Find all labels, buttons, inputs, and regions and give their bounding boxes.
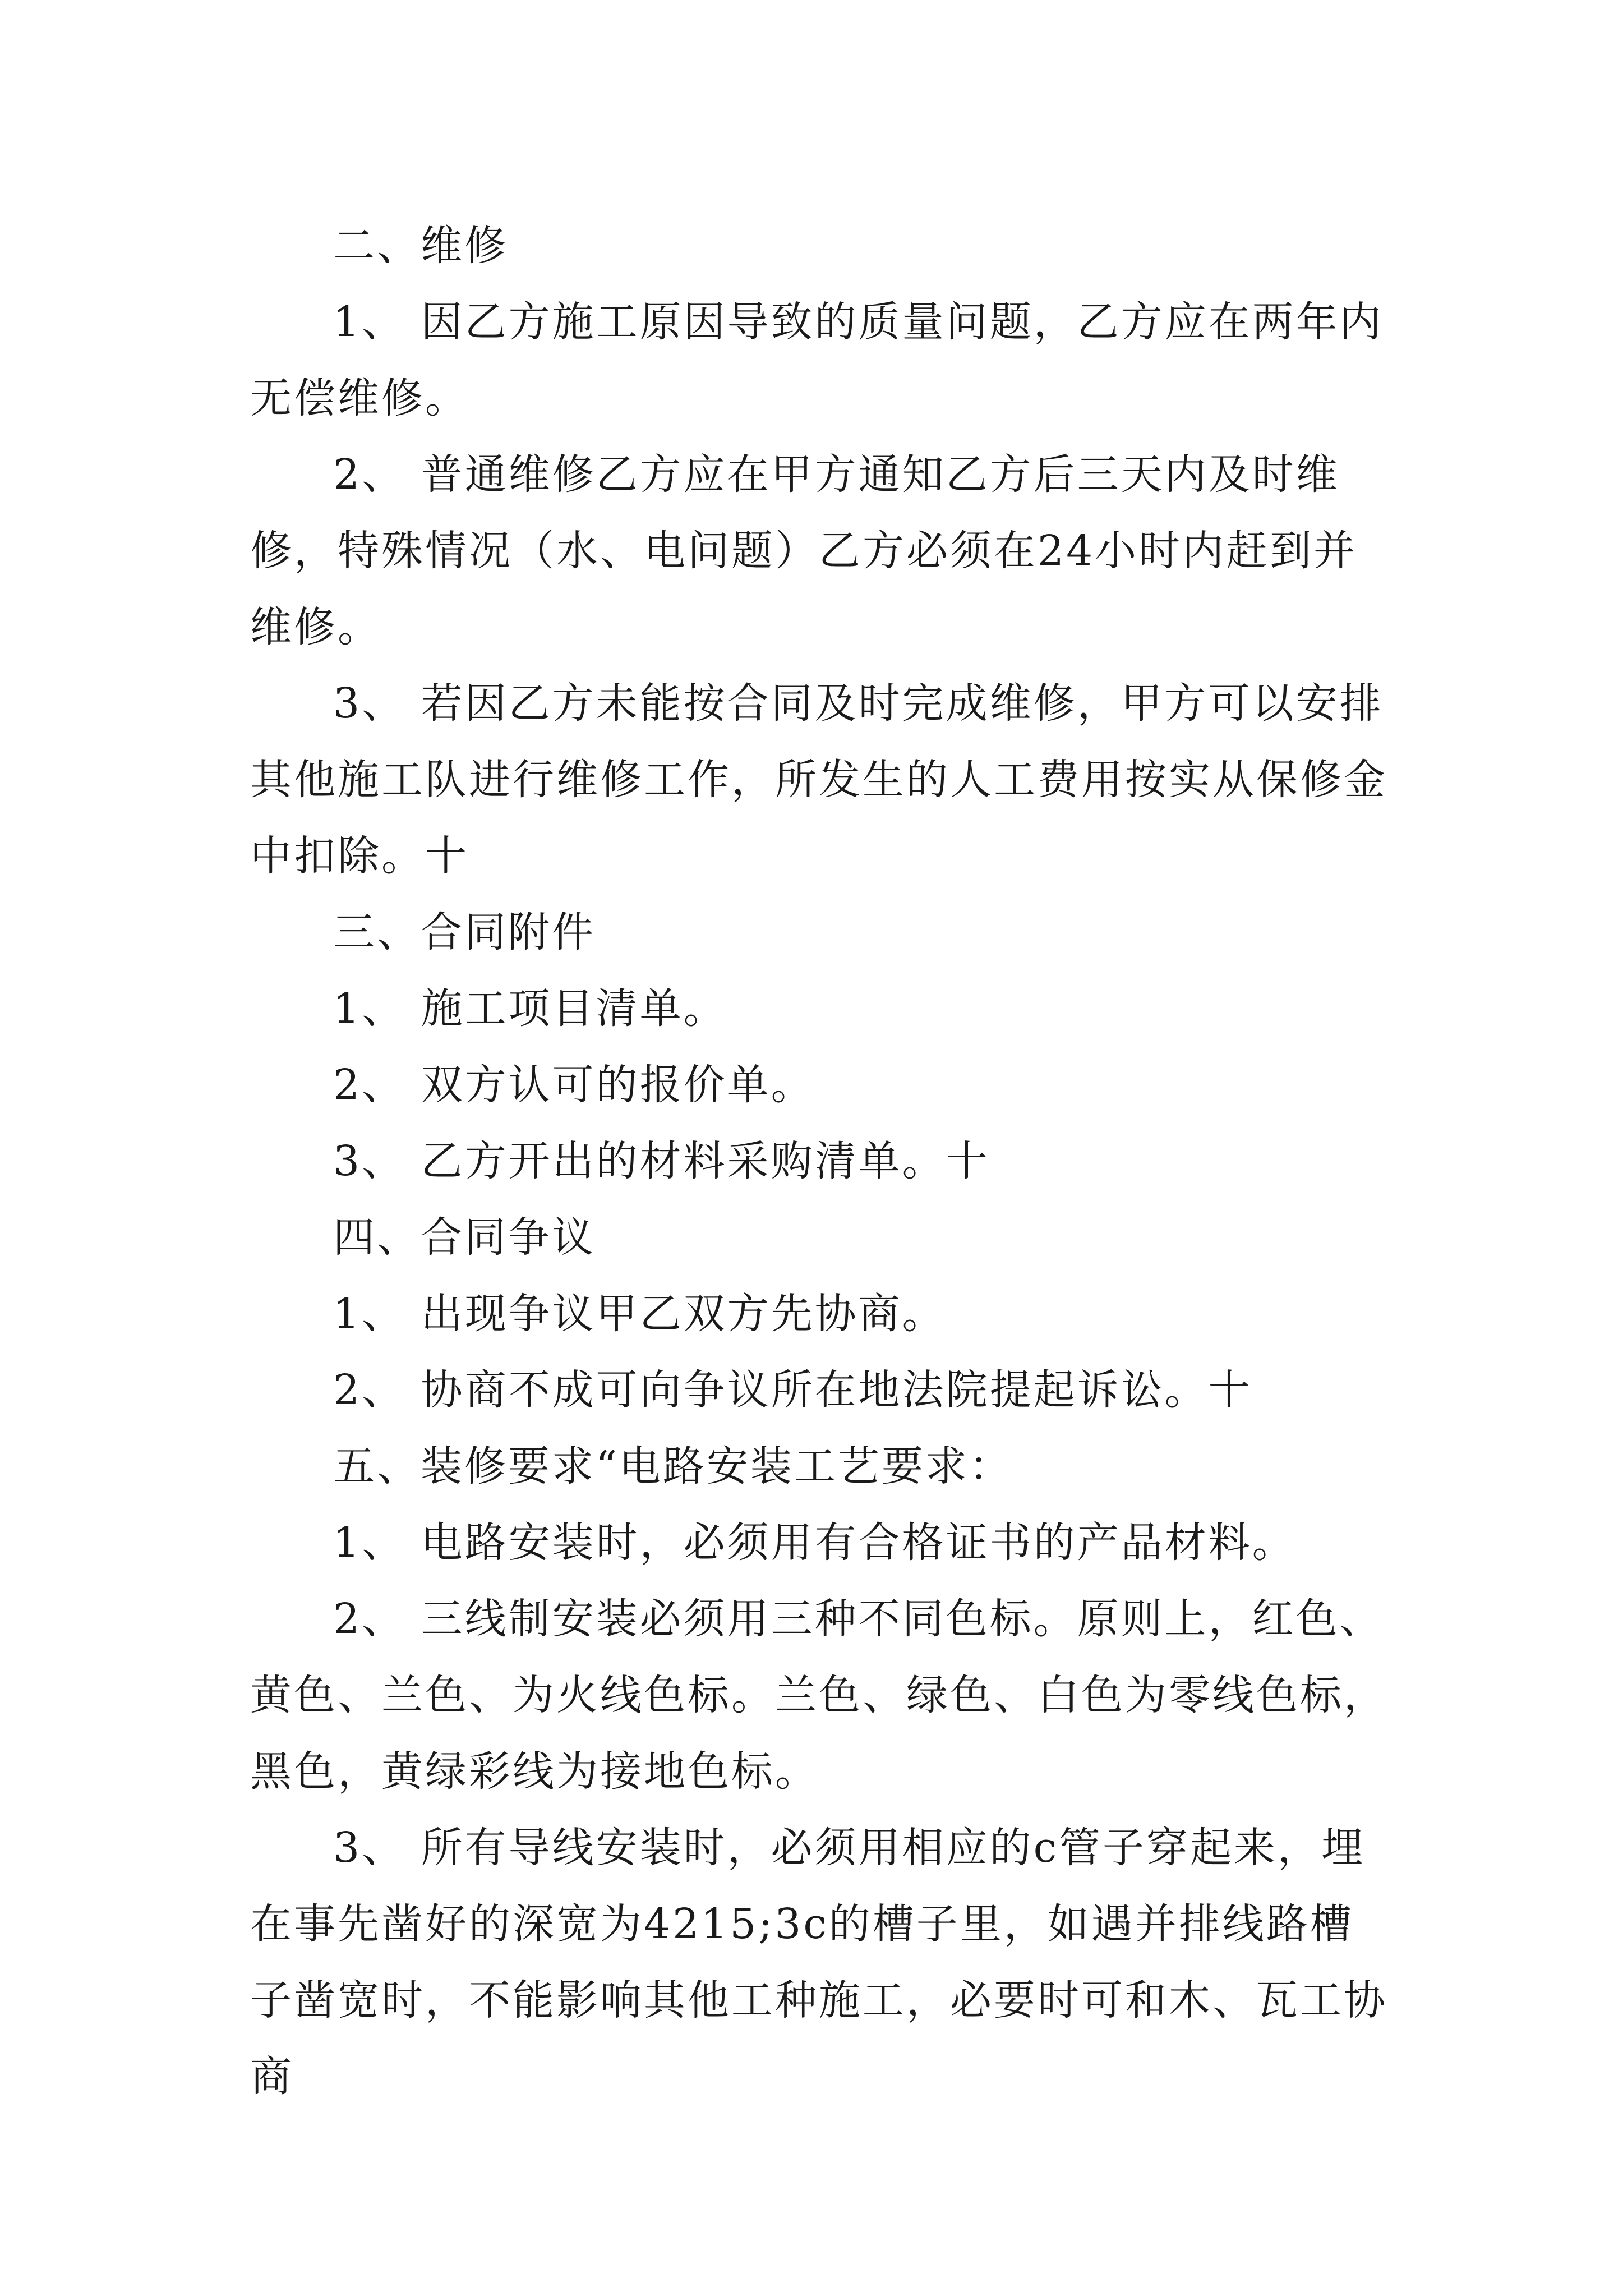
clause-paragraph: 1、 出现争议甲乙双方先协商。 <box>333 1290 946 1338</box>
clause-paragraph: 2、 协商不成可向争议所在地法院提起诉讼。十 <box>333 1366 1252 1414</box>
section-heading-maintenance: 二、维修 <box>333 222 508 270</box>
clause-paragraph: 1、 施工项目清单。 <box>333 984 727 1033</box>
clause-paragraph: 3、 若因乙方未能按合同及时完成维修，甲方可以安排其他施工队进行维修工作，所发生的人工费用按实从保修金中扣除。十 <box>250 679 1387 880</box>
document-body <box>250 208 1394 2115</box>
section-heading-attachments: 三、合同附件 <box>333 908 596 956</box>
clause-paragraph: 2、 双方认可的报价单。 <box>333 1061 815 1109</box>
section-heading-requirements: 五、装修要求“电路安装工艺要求： <box>333 1442 1013 1490</box>
clause-paragraph: 3、 乙方开出的材料采购清单。十 <box>333 1137 990 1185</box>
clause-paragraph: 1、 电路安装时，必须用有合格证书的产品材料。 <box>333 1519 1296 1567</box>
section-heading-disputes: 四、合同争议 <box>333 1213 596 1262</box>
clause-paragraph: 3、 所有导线安装时，必须用相应的c管子穿起来，埋在事先凿好的深宽为4215;3c的槽子里，如遇并排线路槽子凿宽时，不能影响其他工种施工，必要时可和木、瓦工协商 <box>250 1824 1387 2101</box>
clause-paragraph: 2、 普通维修乙方应在甲方通知乙方后三天内及时维修，特殊情况（水、电问题）乙方必须在24小时内赶到并维修。 <box>250 450 1358 651</box>
clause-paragraph: 2、 三线制安装必须用三种不同色标。原则上，红色、黄色、兰色、为火线色标。兰色、绿色、白色为零线色标，黑色，黄绿彩线为接地色标。 <box>250 1595 1387 1796</box>
clause-paragraph: 1、 因乙方施工原因导致的质量问题，乙方应在两年内无偿维修。 <box>250 298 1384 422</box>
